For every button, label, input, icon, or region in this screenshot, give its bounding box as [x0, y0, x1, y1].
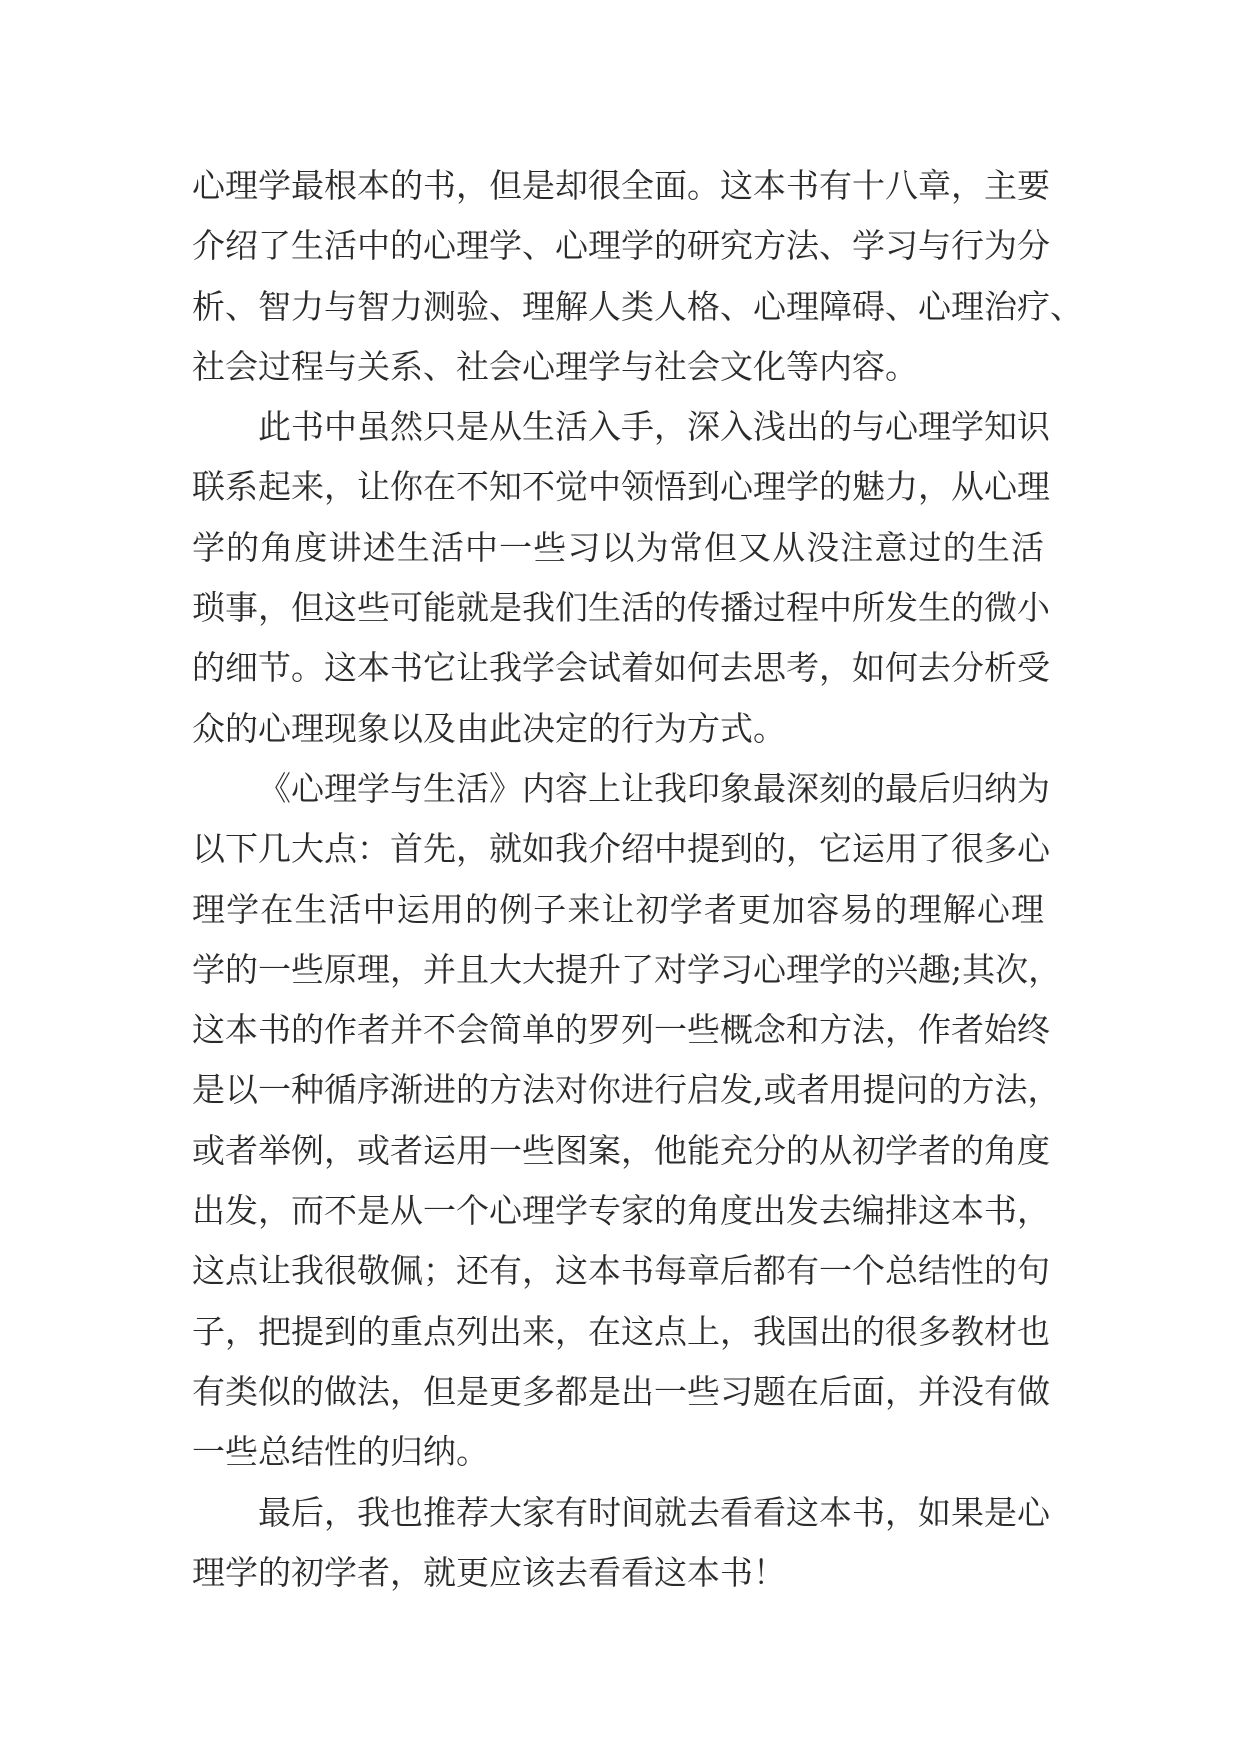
text-line: 析、智力与智力测验、理解人类人格、心理障碍、心理治疗、 [192, 286, 1083, 326]
text-line: 众的心理现象以及由此决定的行为方式。 [192, 708, 786, 748]
text-line: 联系起来，让你在不知不觉中领悟到心理学的魅力，从心理 [192, 467, 1050, 507]
document-body [192, 156, 1083, 1603]
text-line: 或者举例，或者运用一些图案，他能充分的从初学者的角度 [192, 1130, 1050, 1170]
text-line: 《心理学与生活》内容上让我印象最深刻的最后归纳为 [258, 768, 1050, 808]
text-line: 社会过程与关系、社会心理学与社会文化等内容。 [192, 346, 918, 386]
text-line: 子，把提到的重点列出来，在这点上，我国出的很多教材也 [192, 1311, 1050, 1351]
text-line: 学的角度讲述生活中一些习以为常但又从没注意过的生活 [192, 527, 1044, 567]
text-line: 以下几大点：首先，就如我介绍中提到的，它运用了很多心 [192, 829, 1050, 869]
text-line: 这本书的作者并不会简单的罗列一些概念和方法，作者始终 [192, 1010, 1050, 1050]
text-line: 理学在生活中运用的例子来让初学者更加容易的理解心理 [192, 889, 1044, 929]
text-line: 此书中虽然只是从生活入手，深入浅出的与心理学知识 [258, 407, 1050, 447]
text-line: 出发，而不是从一个心理学专家的角度出发去编排这本书， [192, 1191, 1050, 1231]
text-line: 学的一些原理，并且大大提升了对学习心理学的兴趣;其次， [192, 949, 1062, 989]
text-line: 理学的初学者，就更应该去看看这本书！ [192, 1552, 786, 1592]
text-line: 一些总结性的归纳。 [192, 1432, 489, 1472]
text-line: 这点让我很敬佩；还有，这本书每章后都有一个总结性的句 [192, 1251, 1050, 1291]
text-line: 介绍了生活中的心理学、心理学的研究方法、学习与行为分 [192, 226, 1050, 266]
text-line: 有类似的做法，但是更多都是出一些习题在后面，并没有做 [192, 1371, 1050, 1411]
text-line: 是以一种循序渐进的方法对你进行启发,或者用提问的方法， [192, 1070, 1061, 1110]
text-line: 心理学最根本的书，但是却很全面。这本书有十八章，主要 [192, 166, 1050, 205]
text-line: 最后，我也推荐大家有时间就去看看这本书，如果是心 [258, 1492, 1050, 1532]
text-line: 琐事，但这些可能就是我们生活的传播过程中所发生的微小 [192, 588, 1050, 628]
text-line: 的细节。这本书它让我学会试着如何去思考，如何去分析受 [192, 648, 1050, 688]
